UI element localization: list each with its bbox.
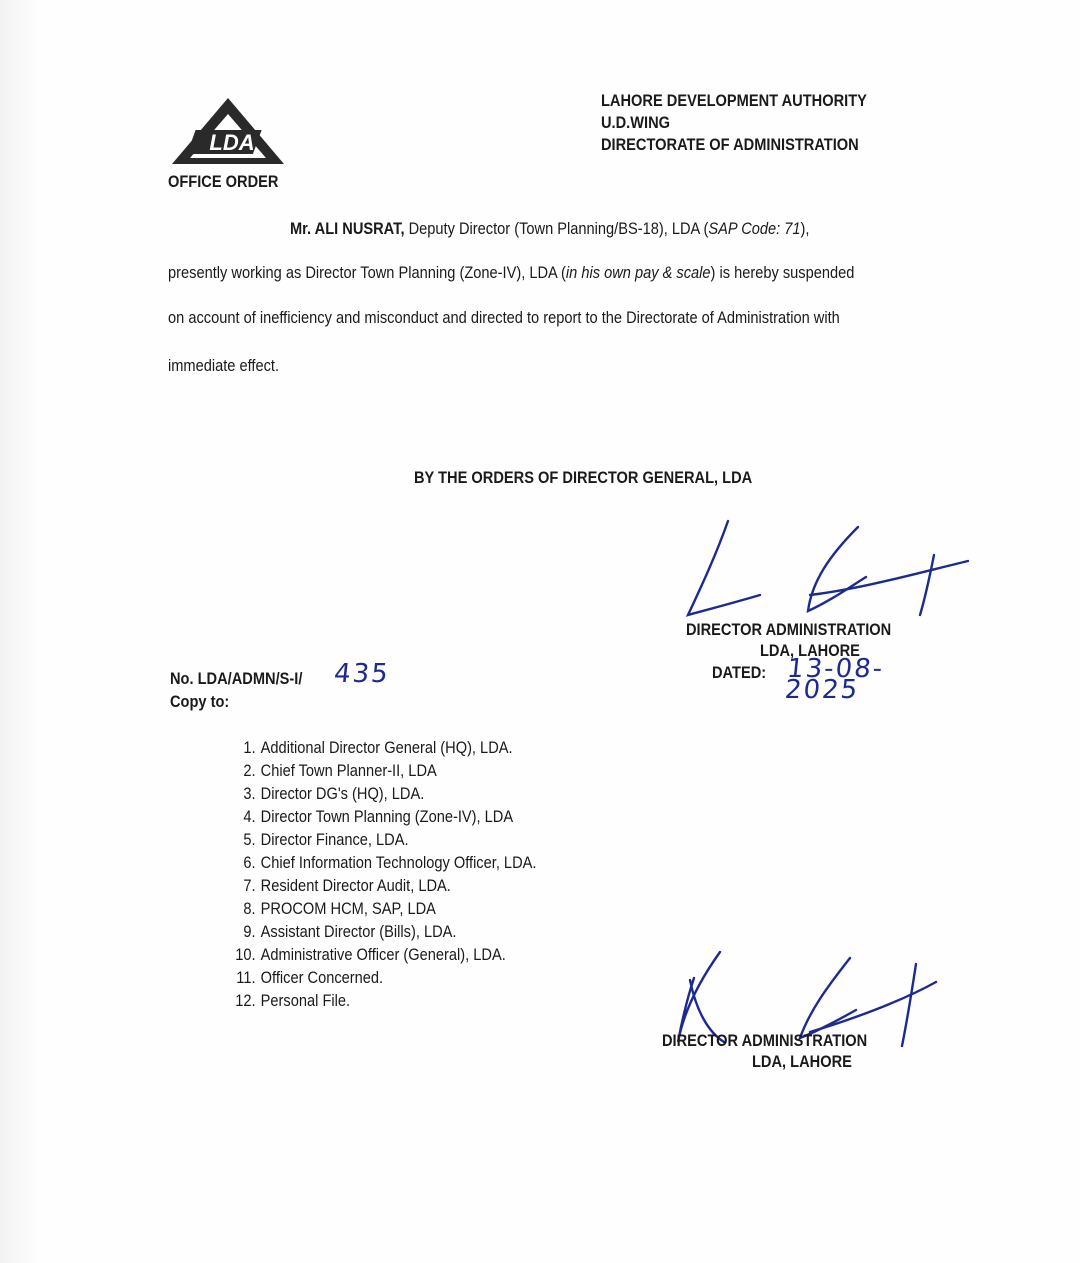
list-item: 7. Resident Director Audit, LDA. bbox=[243, 876, 451, 895]
scan-edge-shadow bbox=[0, 0, 40, 1263]
signatory-place: LDA, LAHORE bbox=[760, 641, 860, 660]
reference-block bbox=[170, 659, 392, 713]
signature-1 bbox=[680, 515, 980, 625]
signature-block-1 bbox=[686, 619, 925, 705]
by-orders-line: BY THE ORDERS OF DIRECTOR GENERAL, LDA bbox=[414, 468, 753, 487]
list-item: 5. Director Finance, LDA. bbox=[243, 830, 409, 849]
signature-block-2 bbox=[662, 1030, 901, 1072]
list-item: 12. Personal File. bbox=[235, 991, 351, 1010]
list-item: 1. Additional Director General (HQ), LDA. bbox=[243, 738, 513, 757]
sap-code: SAP Code: 71 bbox=[708, 219, 801, 238]
body-line-3: on account of inefficiency and misconduct and directed to report to the Directorate of Administration with bbox=[168, 308, 840, 327]
copy-to-label: Copy to: bbox=[170, 692, 230, 711]
letterhead bbox=[601, 90, 910, 156]
reference-number: No. LDA/ADMN/S-I/ 435 bbox=[170, 659, 392, 689]
handwritten-date: 13-08-2025 bbox=[783, 654, 886, 705]
list-item: 10. Administrative Officer (General), LDA. bbox=[235, 945, 506, 964]
list-item: 3. Director DG's (HQ), LDA. bbox=[243, 784, 425, 803]
office-order-heading: OFFICE ORDER bbox=[168, 172, 279, 191]
org-name: LAHORE DEVELOPMENT AUTHORITY bbox=[601, 91, 867, 110]
list-item: 11. Officer Concerned. bbox=[236, 968, 384, 987]
pay-scale-note: in his own pay & scale bbox=[565, 263, 711, 282]
employee-name: Mr. ALI NUSRAT, bbox=[290, 219, 405, 238]
body-line-2: presently working as Director Town Planning (Zone-IV), LDA (in his own pay & scale) is hereby suspended bbox=[168, 263, 855, 282]
wing-name: U.D.WING bbox=[601, 113, 671, 132]
handwritten-number: 435 bbox=[332, 659, 392, 689]
list-item: 2. Chief Town Planner-II, LDA bbox=[243, 761, 437, 780]
directorate-name: DIRECTORATE OF ADMINISTRATION bbox=[601, 135, 859, 154]
list-item: 9. Assistant Director (Bills), LDA. bbox=[243, 922, 457, 941]
list-item: 8. PROCOM HCM, SAP, LDA bbox=[243, 899, 436, 918]
body-line-1: Mr. ALI NUSRAT, Deputy Director (Town Planning/BS-18), LDA (SAP Code: 71), bbox=[290, 219, 810, 238]
signatory-title: DIRECTOR ADMINISTRATION bbox=[686, 620, 892, 639]
logo-text: LDA bbox=[209, 130, 255, 155]
signatory-place: LDA, LAHORE bbox=[752, 1052, 852, 1071]
list-item: 4. Director Town Planning (Zone-IV), LDA bbox=[243, 807, 514, 826]
dated-line: DATED: 13-08-2025 bbox=[686, 662, 925, 683]
body-line-4: immediate effect. bbox=[168, 356, 280, 375]
copy-to-list bbox=[228, 736, 587, 1012]
list-item: 6. Chief Information Technology Officer, LDA. bbox=[243, 853, 537, 872]
signatory-title: DIRECTOR ADMINISTRATION bbox=[662, 1031, 868, 1050]
lda-logo bbox=[170, 96, 286, 168]
